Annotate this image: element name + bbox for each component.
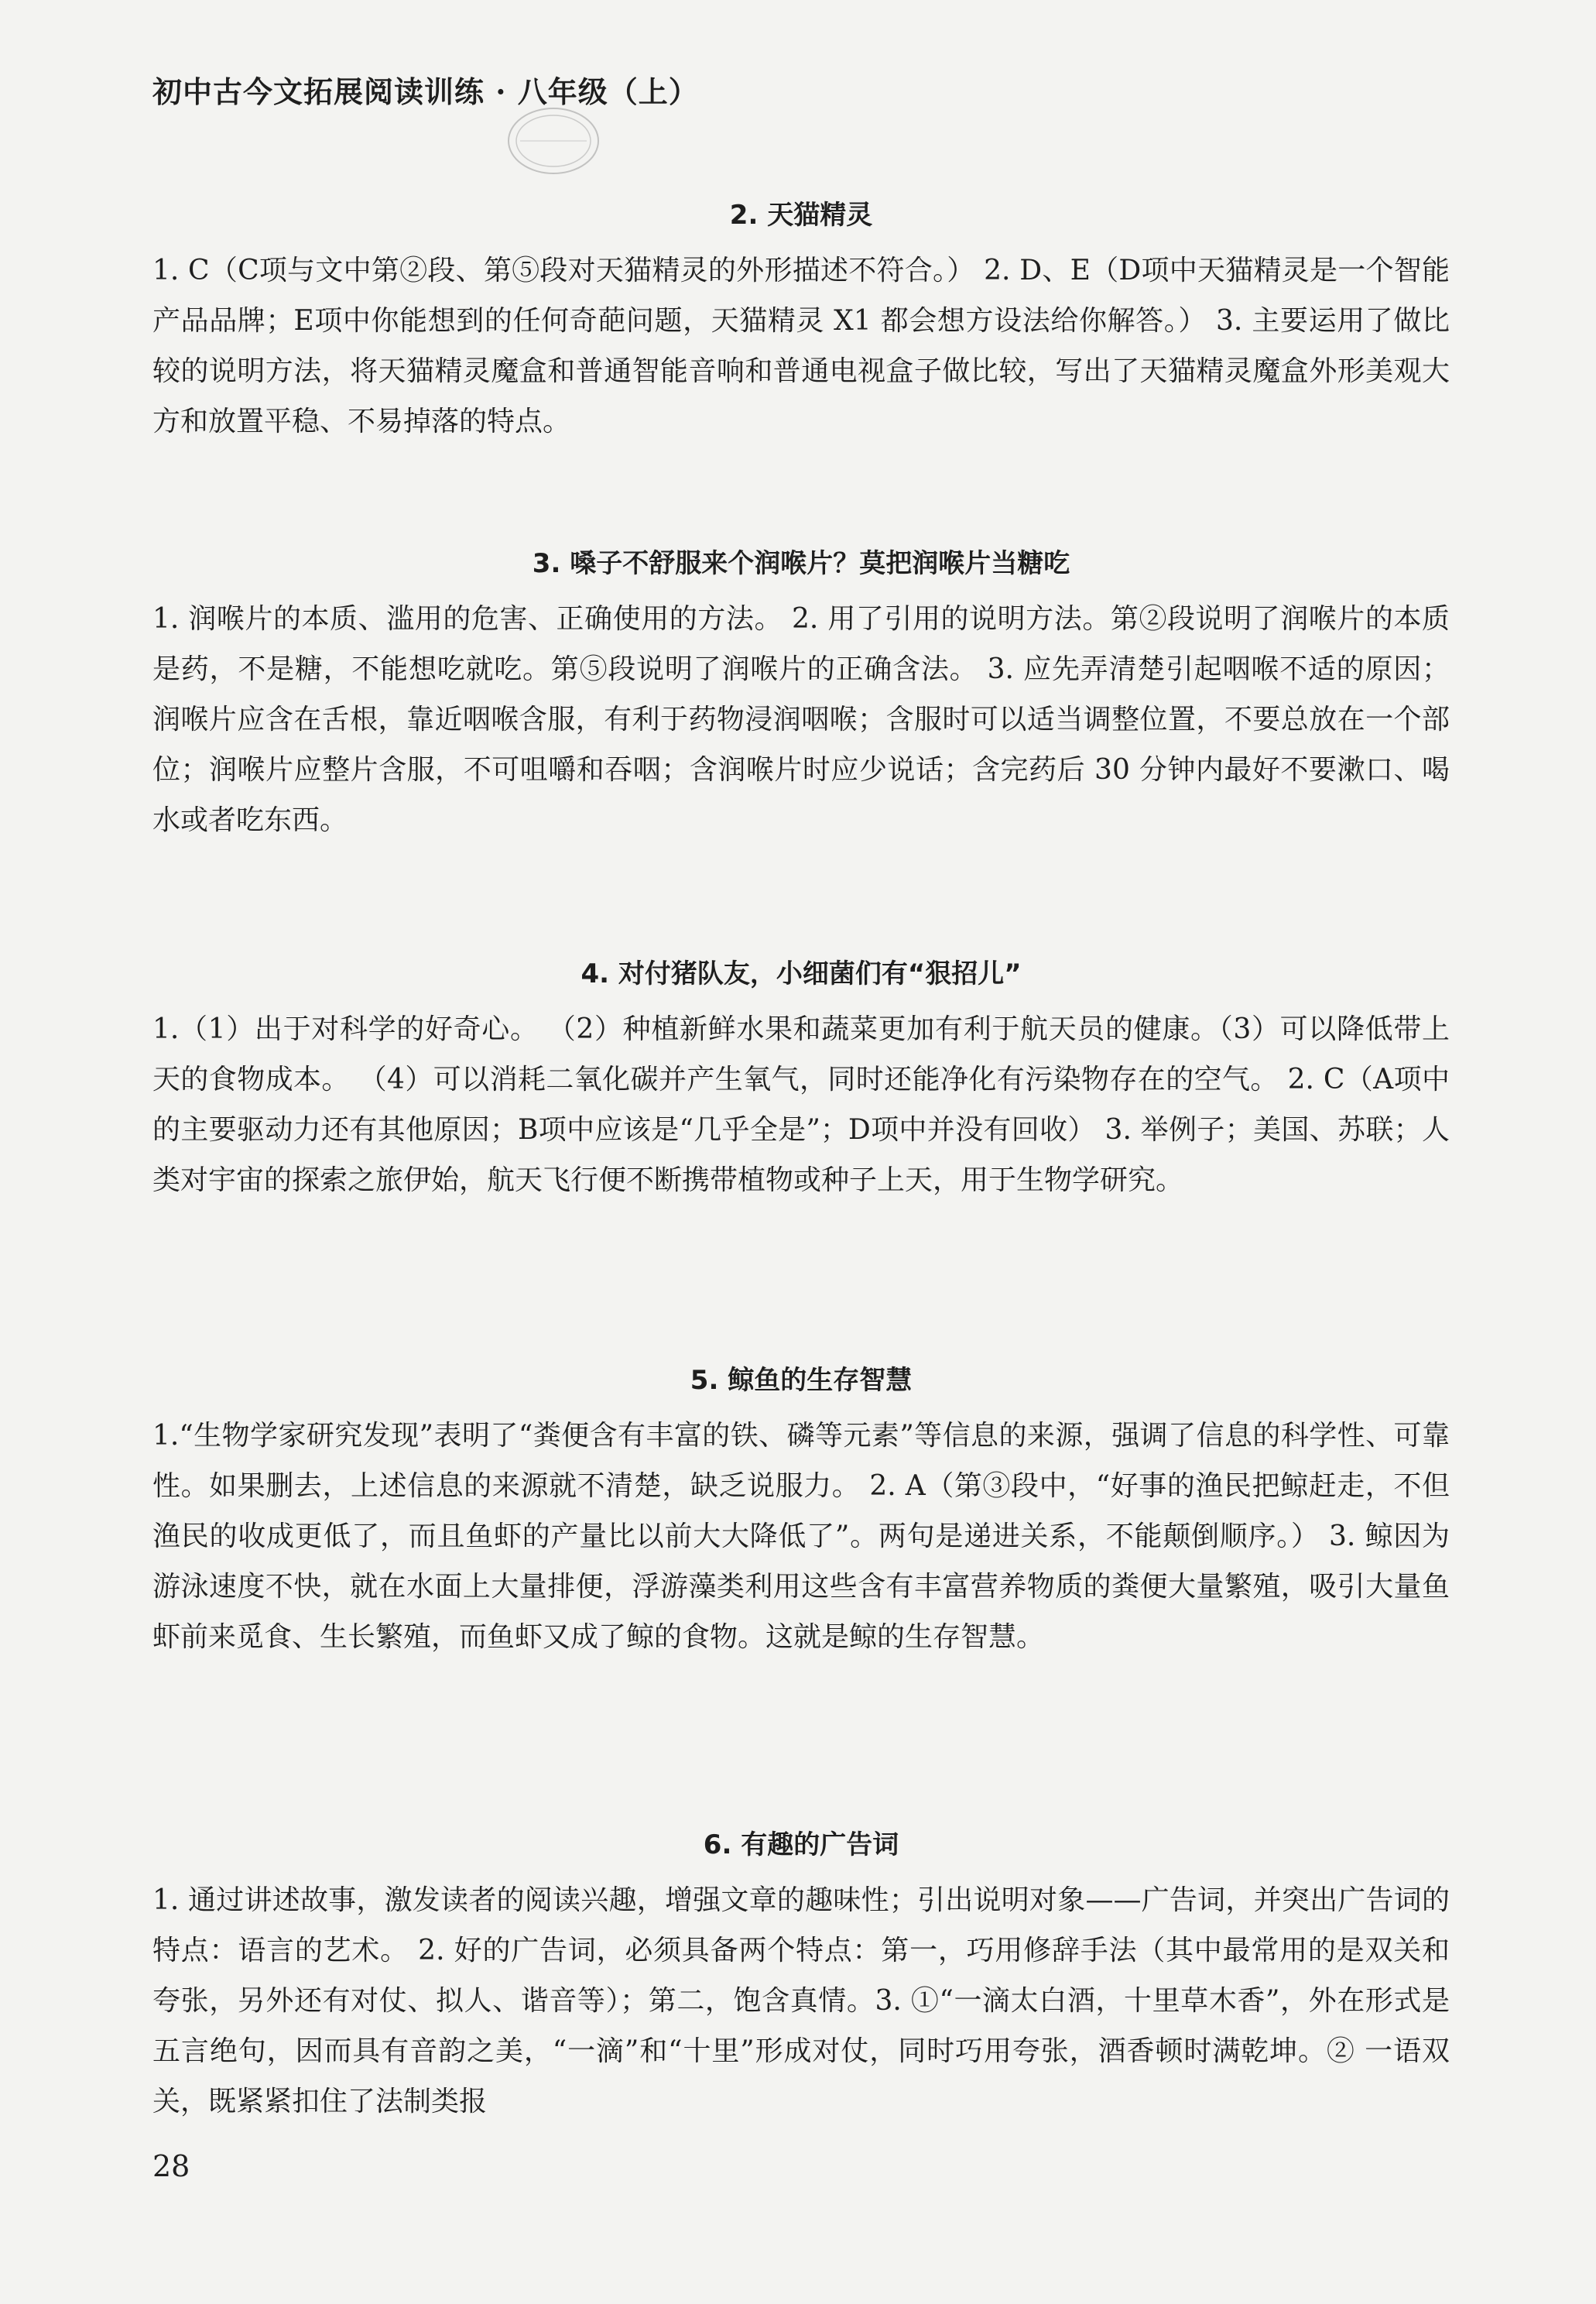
section-throat-lozenge [152, 542, 1450, 845]
section-title: 4. 对付猪队友，小细菌们有“狠招儿” [581, 958, 1022, 989]
section-body: 1. C（C项与文中第②段、第⑤段对天猫精灵的外形描述不符合。） 2. D、E（D项中天猫精灵是一个智能产品品牌；E项中你能想到的任何奇葩问题，天猫精灵 X1 都会想方设法给你解答。） 3. 主要运用了做比较的说明方法，将天猫精灵魔盒和普通智能音响和普通电视盒子做比较，写出了天猫精灵魔盒外形美观大方和放置平稳、不易掉落的特点。 [152, 255, 1450, 437]
running-header: 初中古今文拓展阅读训练 · 八年级（上） [152, 74, 699, 109]
section-tmall-genie [152, 194, 1450, 447]
section-body: 1.“生物学家研究发现”表明了“粪便含有丰富的铁、磷等元素”等信息的来源，强调了信息的科学性、可靠性。如果删去，上述信息的来源就不清楚，缺乏说服力。 2. A（第③段中，“好事的渔民把鲸赶走，不但渔民的收成更低了，而且鱼虾的产量比以前大大降低了”。两句是递进关系，不能颠倒顺序。） 3. 鲸因为游泳速度不快，就在水面上大量排便，浮游藻类利用这些含有丰富营养物质的粪便大量繁殖，吸引大量鱼虾前来觅食、生长繁殖，而鱼虾又成了鲸的食物。这就是鲸的生存智慧。 [152, 1420, 1450, 1653]
section-bacteria [152, 952, 1450, 1205]
section-title: 2. 天猫精灵 [729, 200, 873, 231]
section-ad-slogans [152, 1823, 1450, 2127]
section-title: 3. 嗓子不舒服来个润喉片？莫把润喉片当糖吃 [532, 548, 1070, 579]
page-number: 28 [152, 2149, 190, 2183]
watermark-stamp-icon [503, 102, 604, 180]
section-title: 6. 有趣的广告词 [703, 1829, 899, 1860]
section-body: 1. 通过讲述故事，激发读者的阅读兴趣，增强文章的趣味性；引出说明对象——广告词，并突出广告词的特点：语言的艺术。 2. 好的广告词，必须具备两个特点：第一，巧用修辞手法（其中最常用的是双关和夸张，另外还有对仗、拟人、谐音等）；第二，饱含真情。3. ①“一滴太白酒，十里草木香”，外在形式是五言绝句，因而具有音韵之美，“一滴”和“十里”形成对仗，同时巧用夸张，酒香顿时满乾坤。② 一语双关，既紧紧扣住了法制类报 [152, 1884, 1450, 2117]
section-body: 1.（1）出于对科学的好奇心。 （2）种植新鲜水果和蔬菜更加有利于航天员的健康。（3）可以降低带上天的食物成本。 （4）可以消耗二氧化碳并产生氧气，同时还能净化有污染物存在的空气。 2. C（A项中的主要驱动力还有其他原因；B项中应该是“几乎全是”；D项中并没有回收） 3. 举例子；美国、苏联；人类对宇宙的探索之旅伊始，航天飞行便不断携带植物或种子上天，用于生物学研究。 [152, 1013, 1450, 1196]
section-whale [152, 1359, 1450, 1662]
section-title: 5. 鲸鱼的生存智慧 [690, 1365, 913, 1396]
section-body: 1. 润喉片的本质、滥用的危害、正确使用的方法。 2. 用了引用的说明方法。第②段说明了润喉片的本质是药，不是糖，不能想吃就吃。第⑤段说明了润喉片的正确含法。 3. 应先弄清楚引起咽喉不适的原因；润喉片应含在舌根，靠近咽喉含服，有利于药物浸润咽喉；含服时可以适当调整位置，不要总放在一个部位；润喉片应整片含服，不可咀嚼和吞咽；含润喉片时应少说话；含完药后 30 分钟内最好不要漱口、喝水或者吃东西。 [152, 603, 1450, 836]
